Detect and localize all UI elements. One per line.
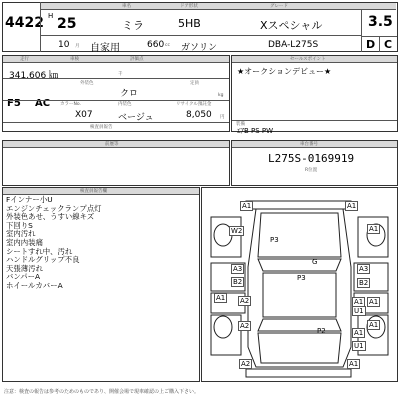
ext-color-label: 外装色 — [80, 81, 94, 86]
model-name: ミラ — [122, 19, 144, 32]
month-unit: 月 — [75, 44, 80, 49]
damage-rear-right: A1 — [354, 329, 364, 337]
sales-point-label: セールスポイント — [290, 57, 326, 62]
interior-color: ベージュ — [118, 113, 154, 123]
sales-point-text: ★オークションデビュー★ — [237, 67, 332, 76]
grade-label: グレード — [270, 4, 288, 9]
recycle-label: リサイクル預託金 — [176, 102, 212, 107]
body-type: 5HB — [178, 17, 201, 30]
weight-unit: kg — [218, 93, 224, 98]
damage-bottom-right: A1 — [349, 360, 359, 368]
damage-right-wheel: A1 — [354, 298, 364, 306]
inspection-note-label: 検査員報告 — [90, 125, 113, 130]
remark-line: シートすれ中、汚れ — [6, 246, 73, 256]
color-no-label: カラーNo. — [60, 102, 81, 107]
damage-roof: P3 — [297, 274, 306, 282]
damage-right-rear-door: B2 — [359, 279, 369, 287]
damage-left-fender: W2 — [231, 227, 243, 235]
damage-front-left: A1 — [242, 202, 252, 210]
chassis-label: 車台番号 — [300, 142, 318, 147]
damage-hood: P3 — [270, 236, 279, 244]
damage-trunk: P2 — [317, 327, 326, 335]
damage-left-lower: A1 — [216, 294, 226, 302]
remark-line: エンジンチェックランプ点灯 — [6, 203, 102, 213]
remark-line: 室内内装痛 — [6, 237, 43, 247]
doors-label: ドア形状 — [180, 4, 198, 9]
remark-line: 天張薄汚れ — [6, 263, 43, 273]
interior-grade: D — [366, 38, 376, 51]
exterior-color: クロ — [120, 89, 139, 99]
fuel-type: ガソリン — [181, 43, 218, 53]
remarks-list — [6, 196, 102, 291]
damage-roof-g: G — [312, 258, 318, 266]
spec-block — [2, 55, 230, 132]
displacement-unit: cc — [165, 43, 170, 48]
damage-left-quarter: A2 — [240, 297, 250, 305]
history-label: 前歴等 — [105, 142, 119, 147]
color-code: X07 — [75, 110, 93, 120]
capacity-label: 定員 — [190, 81, 199, 86]
chassis-sub-label: R位置 — [305, 168, 318, 173]
remark-line: 室内汚れ — [6, 229, 36, 239]
footer-note: 注意：検査の報告は参考のためのものであり、開催会場で現車確認の上ご購入下さい。 — [4, 389, 200, 395]
equipment-items: ｴｱB PS PW — [237, 127, 274, 135]
recycle-fee: 8,050 — [186, 110, 212, 120]
damage-left-front-door: A3 — [233, 265, 243, 273]
damage-bottom-left: A2 — [241, 360, 251, 368]
month: 10 — [58, 40, 70, 50]
damage-rear-left: A1 — [369, 321, 379, 329]
remarks-label: 検査員報告欄 — [80, 189, 107, 194]
chassis-number: L275S-0169919 — [268, 152, 355, 165]
lot-number: 4422 — [5, 15, 44, 31]
mileage-row-label: 千 — [118, 72, 123, 77]
remark-line: ホイールカバーA — [6, 280, 63, 290]
grade-name: Xスペシャル — [260, 19, 323, 32]
exterior-grade: C — [384, 38, 393, 51]
remark-line: ハンドルグリップ不良 — [6, 255, 80, 265]
inspection-label: 車検 — [70, 57, 79, 62]
remark-line: Fインナー小U — [6, 195, 53, 204]
damage-right-front-door: A3 — [359, 265, 369, 273]
damage-left-wheel-rear: A2 — [240, 322, 250, 330]
damage-right-quarter2: U1 — [354, 307, 364, 315]
appraisal-label: 評価点 — [130, 57, 144, 62]
displacement: 660 — [147, 40, 165, 50]
damage-right-quarter: A1 — [369, 298, 379, 306]
recycle-unit: 円 — [220, 115, 225, 120]
year: 25 — [57, 16, 77, 32]
era: H — [48, 12, 54, 20]
damage-rear-center: U1 — [354, 342, 364, 350]
maker-label: 車名 — [122, 4, 131, 9]
transmission: F5 — [7, 98, 21, 109]
aircon: AC — [35, 98, 51, 109]
score: 3.5 — [368, 14, 393, 30]
damage-right-fender: A1 — [369, 225, 379, 233]
usage: 自家用 — [90, 43, 120, 54]
model-code: DBA-L275S — [268, 40, 319, 50]
remark-line: 外装色あせ、うすい線キズ — [6, 212, 95, 222]
equipment-label: 装備 — [236, 122, 245, 127]
mileage-value: 341,606 ㎞ — [9, 71, 59, 81]
damage-left-rear-door: B2 — [233, 278, 243, 286]
remark-line: 下回りS — [6, 220, 33, 230]
mileage-label: 走行 — [20, 57, 29, 62]
remark-line: バンパーA — [6, 272, 41, 282]
int-color-label: 内装色 — [118, 102, 132, 107]
damage-front-right: A1 — [347, 202, 357, 210]
